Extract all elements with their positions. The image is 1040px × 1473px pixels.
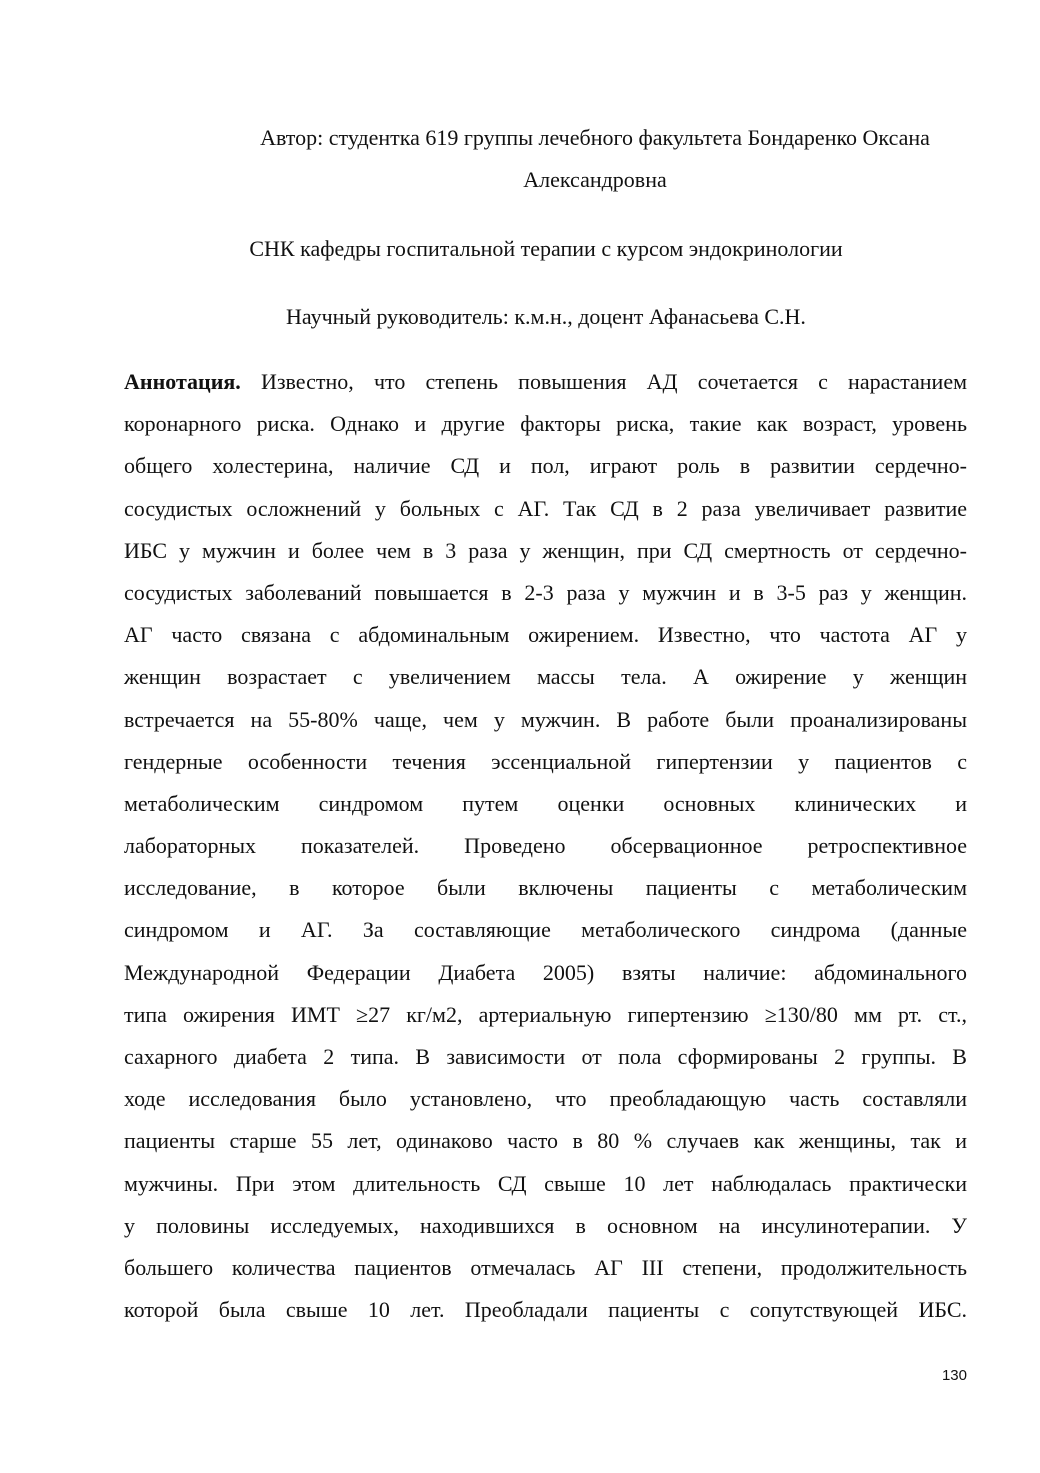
abstract-label: Аннотация. — [124, 369, 241, 394]
abstract-line: ходе исследования было установлено, что преобладающую часть составляли — [124, 1086, 967, 1112]
page-number: 130 — [941, 1367, 967, 1384]
department-line: СНК кафедры госпитальной терапии с курсом эндокринологии — [249, 236, 843, 261]
abstract-line: сахарного диабета 2 типа. В зависимости от пола сформированы 2 группы. В — [124, 1044, 967, 1069]
abstract-line: сосудистых осложнений у больных с АГ. Так СД в 2 раза увеличивает развитие — [124, 495, 967, 521]
abstract-line: гендерные особенности течения эссенциальной гипертензии у пациентов с — [124, 748, 967, 774]
abstract-line: синдромом и АГ. За составляющие метаболического синдрома (данные — [124, 917, 967, 943]
abstract-line: пациенты старше 55 лет, одинаково часто в 80 % случаев как женщины, так и — [124, 1128, 967, 1154]
abstract-line: Международной Федерации Диабета 2005) взяты наличие: абдоминального — [124, 959, 967, 985]
abstract-line: метаболическим синдромом путем оценки основных клинических и — [124, 790, 967, 816]
abstract-line-text: Известно, что степень повышения АД сочетается с нарастанием — [260, 369, 968, 394]
abstract-line: встречается на 55-80% чаще, чем у мужчин. В работе были проанализированы — [124, 706, 967, 732]
abstract-line: общего холестерина, наличие СД и пол, играют роль в развитии сердечно- — [124, 453, 967, 479]
abstract-line: ИБС у мужчин и более чем в 3 раза у женщин, при СД смертность от сердечно- — [124, 537, 967, 563]
author-line-1: Автор: студентка 619 группы лечебного факультета Бондаренко Оксана — [260, 125, 930, 150]
abstract-line: женщин возрастает с увеличением массы тела. А ожирение у женщин — [124, 664, 967, 690]
abstract-line: сосудистых заболеваний повышается в 2-3 раза у мужчин и в 3-5 раз у женщин. — [124, 579, 967, 605]
abstract-line — [124, 361, 967, 403]
abstract-line: которой была свыше 10 лет. Преобладали пациенты с сопутствующей ИБС. — [124, 1297, 967, 1323]
abstract-paragraph — [124, 361, 967, 1331]
abstract-line: АГ часто связана с абдоминальным ожирением. Известно, что частота АГ у — [124, 622, 967, 648]
abstract-line: коронарного риска. Однако и другие факторы риска, такие как возраст, уровень — [124, 411, 967, 437]
author-line-2: Александровна — [523, 167, 667, 192]
abstract-line: мужчины. При этом длительность СД свыше 10 лет наблюдалась практически — [124, 1170, 967, 1196]
abstract-line: большего количества пациентов отмечалась АГ III степени, продолжительность — [124, 1254, 967, 1280]
abstract-line: у половины исследуемых, находившихся в основном на инсулинотерапии. У — [124, 1212, 967, 1238]
author-info — [75, 117, 1040, 201]
abstract-line: исследование, в которое были включены пациенты с метаболическим — [124, 875, 967, 901]
supervisor-line: Научный руководитель: к.м.н., доцент Афанасьева С.Н. — [286, 304, 806, 329]
abstract-line: типа ожирения ИМТ ≥27 кг/м2, артериальную гипертензию ≥130/80 мм рт. ст., — [124, 1001, 967, 1027]
abstract-line: лабораторных показателей. Проведено обсервационное ретроспективное — [124, 833, 967, 859]
